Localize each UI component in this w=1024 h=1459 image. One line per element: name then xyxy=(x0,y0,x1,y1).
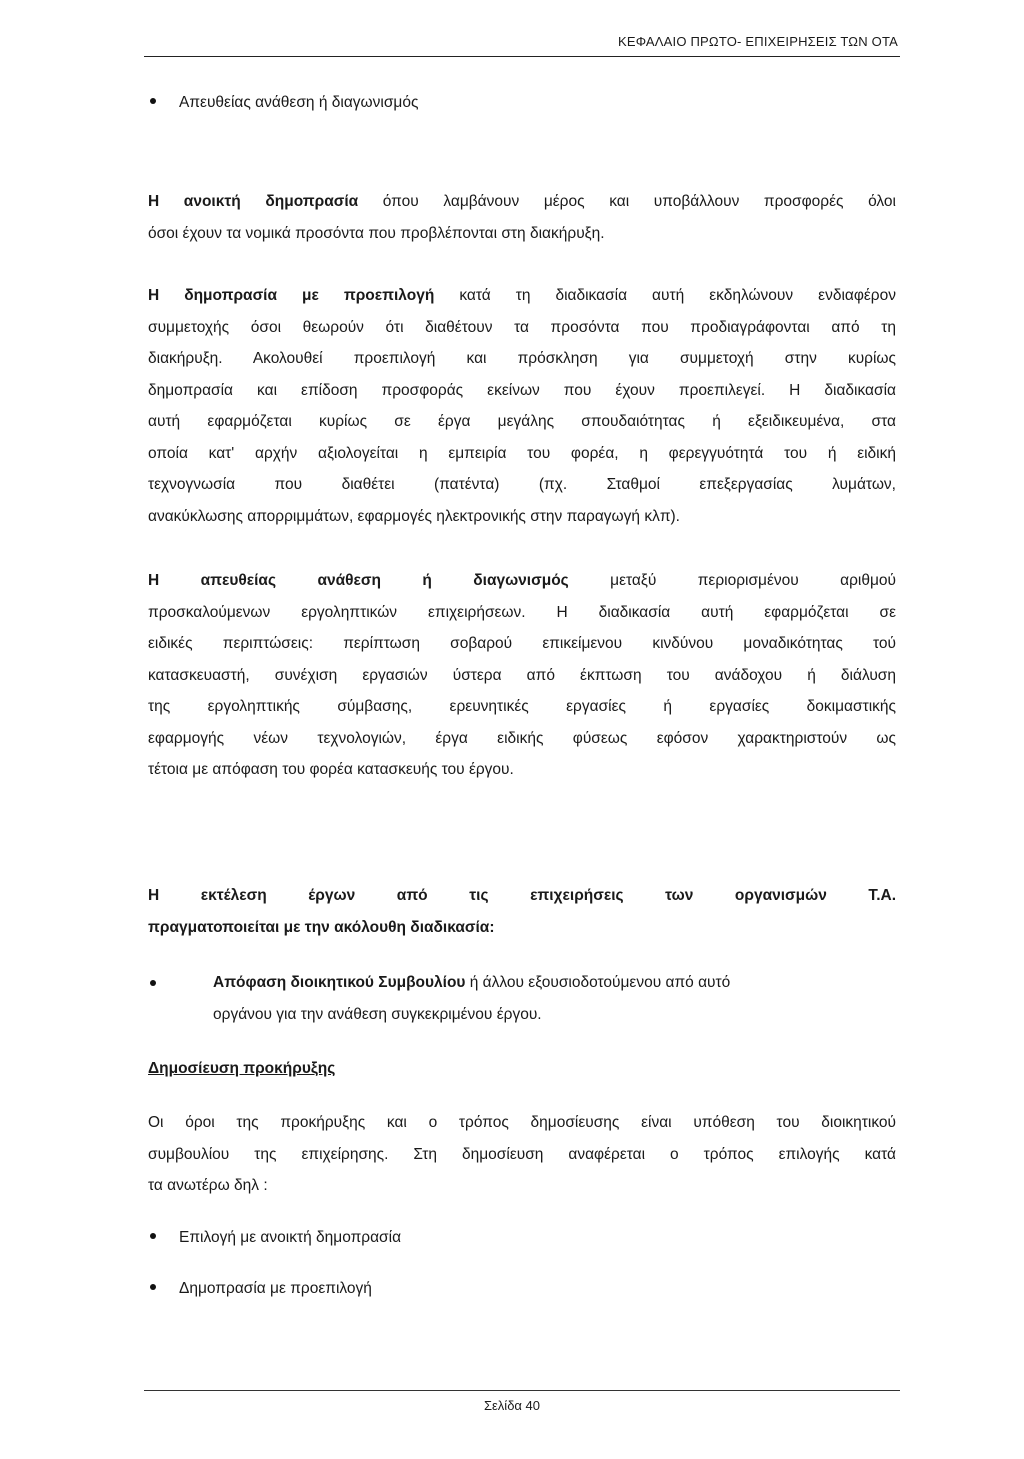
line: εφαρμογής νέων τεχνολογιών, έργα ειδικής φύσεως εφόσον χαρακτηριστούν ως xyxy=(148,729,896,747)
term-preselection: Η δημοπρασία με προεπιλογή xyxy=(148,287,435,304)
bullet-preselection-choice xyxy=(150,1280,372,1298)
line: οργάνου για την ανάθεση συγκεκριμένου έργου. xyxy=(213,1005,542,1023)
page-number: Σελίδα 40 xyxy=(483,1398,541,1413)
line: συμβουλίου της επιχείρησης. Στη δημοσίευση αναφέρεται ο τρόπος επιλογής κατά xyxy=(148,1145,896,1163)
line: ειδικές περιπτώσεις: περίπτωση σοβαρού επικείμενου κινδύνου μοναδικότητας τού xyxy=(148,635,896,652)
paragraph-execution xyxy=(148,880,896,943)
paragraph-open-auction xyxy=(148,186,896,249)
line: τεχνογνωσία που διαθέτει (πατέντα) (πχ. Σταθμοί επεξεργασίας λυμάτων, xyxy=(148,476,896,493)
section-heading-publication xyxy=(148,1053,896,1085)
bullet-content xyxy=(213,967,896,1030)
text: μεταξύ περιορισμένου αριθμού xyxy=(610,572,897,589)
running-header: ΚΕΦΑΛΑΙΟ ΠΡΩΤΟ- ΕΠΙΧΕΙΡΗΣΕΙΣ ΤΩΝ ΟΤΑ xyxy=(617,34,898,49)
heading xyxy=(148,1053,896,1085)
line: τέτοια με απόφαση του φορέα κατασκευής του έργου. xyxy=(148,761,514,778)
line: οποία κατ' αρχήν αξιολογείται η εμπειρία του φορέα, η φερεγγυότητά του ή ειδική xyxy=(148,444,896,462)
line: προσκαλούμενων εργοληπτικών επιχειρήσεων. Η διαδικασία αυτή εφαρμόζεται σε xyxy=(148,603,896,621)
line xyxy=(148,280,896,312)
paragraph-publication xyxy=(148,1107,896,1202)
line: Οι όροι της προκήρυξης και ο τρόπος δημοσίευσης είναι υπόθεση του διοικητικού xyxy=(148,1114,896,1131)
text: κατά τη διαδικασία αυτή εκδηλώνουν ενδιαφέρον xyxy=(459,287,896,304)
line: αυτή εφαρμόζεται κυρίως σε έργα μεγάλης σπουδαιότητας ή εξειδικευμένα, στα xyxy=(148,413,896,430)
text: όπου λαμβάνουν μέρος και υποβάλλουν προσφορές όλοι xyxy=(382,193,896,210)
line: Η εκτέλεση έργων από τις επιχειρήσεις των οργανισμών Τ.Α. xyxy=(148,887,896,904)
footer-rule xyxy=(144,1390,900,1391)
publication-heading: Δημοσίευση προκήρυξης xyxy=(148,1060,336,1077)
bullet-board-decision xyxy=(150,967,896,1030)
line xyxy=(213,974,730,991)
line: πραγματοποιείται με την ακόλουθη διαδικασία: xyxy=(148,918,495,936)
line xyxy=(148,186,896,218)
line: διακήρυξη. Ακολουθεί προεπιλογή και πρόσκληση για συμμετοχή στην κυρίως xyxy=(148,350,896,367)
line: τα ανωτέρω δηλ : xyxy=(148,1177,268,1194)
bullet-dot xyxy=(150,98,156,104)
header-rule xyxy=(144,56,900,57)
line: συμμετοχής όσοι θεωρούν ότι διαθέτουν τα προσόντα που προδιαγράφονται από τη xyxy=(148,318,896,336)
bullet-text: Επιλογή με ανοικτή δημοπρασία xyxy=(179,1229,402,1246)
term-board-decision: Απόφαση διοικητικού Συμβουλίου xyxy=(213,974,466,991)
bullet-text: Απευθείας ανάθεση ή διαγωνισμός xyxy=(179,94,419,111)
paragraph-direct-award xyxy=(148,565,896,786)
bullet-dot xyxy=(150,980,156,986)
term-direct-award: Η απευθείας ανάθεση ή διαγωνισμός xyxy=(148,572,569,589)
bullet-dot xyxy=(150,1284,156,1290)
line: ανακύκλωσης απορριμμάτων, εφαρμογές ηλεκτρονικής στην παραγωγή κλπ). xyxy=(148,507,680,525)
bullet-dot xyxy=(150,1233,156,1239)
bullet-open-auction-choice xyxy=(150,1229,401,1247)
text: ή άλλου εξουσιοδοτούμενου από αυτό xyxy=(469,974,731,991)
paragraph-preselection xyxy=(148,280,896,532)
bullet-direct-or-tender xyxy=(150,94,418,112)
line xyxy=(148,565,896,597)
line: όσοι έχουν τα νομικά προσόντα που προβλέπονται στη διακήρυξη. xyxy=(148,224,605,242)
bullet-text: Δημοπρασία με προεπιλογή xyxy=(179,1280,372,1297)
term-open-auction: Η ανοικτή δημοπρασία xyxy=(148,193,359,210)
line: δημοπρασία και επίδοση προσφοράς εκείνων που έχουν προεπιλεγεί. Η διαδικασία xyxy=(148,381,896,399)
line: της εργοληπτικής σύμβασης, ερευνητικές εργασίες ή εργασίες δοκιμαστικής xyxy=(148,698,896,715)
line: κατασκευαστή, συνέχιση εργασιών ύστερα από έκπτωση του ανάδοχου ή διάλυση xyxy=(148,666,896,684)
